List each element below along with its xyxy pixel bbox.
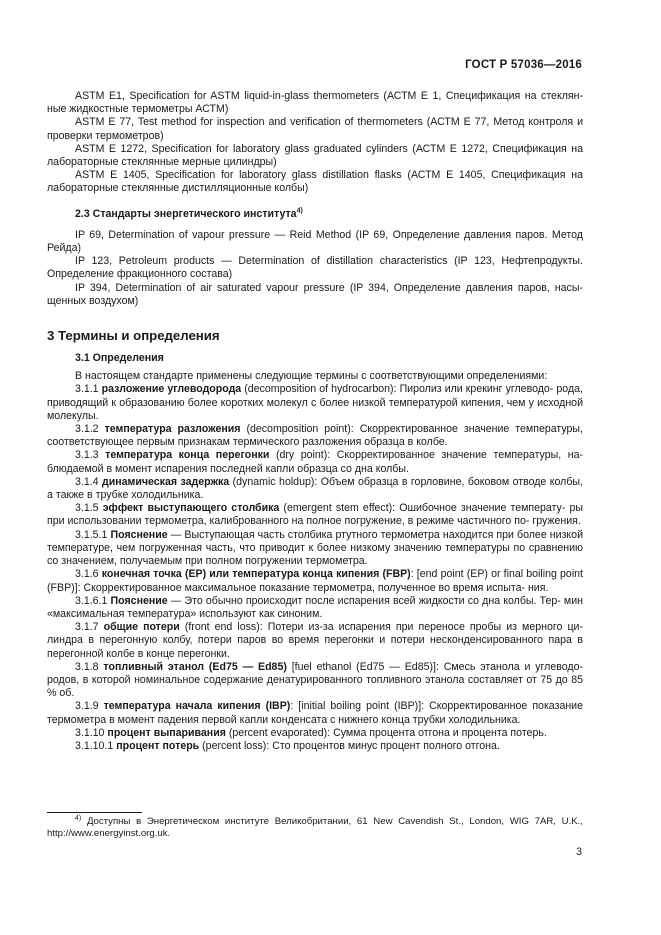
section-heading-text: 2.3 Стандарты энергетического института xyxy=(75,207,297,220)
terms-list xyxy=(47,383,583,753)
term-name: эффект выступающего столбика xyxy=(102,502,280,515)
reference-item: ASTM E1, Specification for ASTM liquid-in-glass thermometers (АСТМ Е 1, Спецификация на стеклян- ные жидкостные термометры АСТМ) xyxy=(47,90,583,116)
footnote-marker: 4) xyxy=(296,207,303,215)
term-number: 3.1.5.1 xyxy=(75,528,108,541)
term-name: конечная точка (EP) или температура конца кипения (FBP) xyxy=(101,568,411,581)
term-text: — Выступающая часть столбика ртутного термометра находится при более низкой температуре, чем погруженная часть, что приводит к более низкому значению температуры по сравнению со значением, получаемым при полном погружении термометра. xyxy=(47,528,583,568)
term-text: : [initial boiling point (IBP)]: Скорректированное показание термометра в момент падения первой капли конденсата с нижнего конца трубки холодильника. xyxy=(47,700,583,726)
intro-paragraph: В настоящем стандарте применены следующие термины с соответствующими определениями: xyxy=(75,370,548,383)
term-number: 3.1.2 xyxy=(75,423,99,436)
section-heading xyxy=(75,208,583,221)
term-text: [fuel ethanol (Ed75 — Ed85)]: Смесь этанола и углеводо- родов, в которой номинальное содержание денатурированного топливного этанола составляет от 75 до 85 % об. xyxy=(47,660,583,700)
term-definition xyxy=(47,621,583,661)
term-text: (dry point): Скорректированное значение температуры, на- блюдаемой в момент испарения последней капли образца со дна колбы. xyxy=(47,449,584,475)
term-definition xyxy=(47,529,583,569)
term-number: 3.1.10 xyxy=(75,726,105,739)
term-name: топливный этанол (Ed75 — Ed85) xyxy=(103,660,287,673)
term-name: температура начала кипения (IBP) xyxy=(103,700,291,713)
term-name: Пояснение xyxy=(110,528,168,541)
page-content xyxy=(47,90,583,753)
reference-item: IP 69, Determination of vapour pressure — Reid Method (IP 69, Определение давления паров. Метод Рейда) xyxy=(47,228,583,255)
reference-item: ASTM E 77, Test method for inspection and verification of thermometers (АСТМ Е 77, Метод контроля и проверки термометров) xyxy=(47,116,583,142)
term-definition xyxy=(47,449,583,475)
reference-item: IP 123, Petroleum products — Determination of distillation characteristics (IP 123, Нефтепродукты. Определение фракционного состава) xyxy=(47,255,583,281)
subsection-heading: 3.1 Определения xyxy=(75,352,164,365)
term-definition xyxy=(47,502,583,528)
term-name: динамическая задержка xyxy=(102,475,230,488)
term-definition xyxy=(47,740,583,753)
term-text: (percent loss): Сто процентов минус процент полного отгона. xyxy=(199,739,500,752)
term-definition xyxy=(47,661,583,701)
term-definition xyxy=(47,476,583,502)
reference-item: ASTM E 1272, Specification for laboratory glass graduated cylinders (АСТМ Е 1272, Спецификация на лабораторные стеклянные мерные цилиндры) xyxy=(47,142,583,169)
footnote-text: Доступны в Энергетическом институте Великобритании, 61 New Cavendish St., London, WIG 7AR, U.K., http://www.energyinst.org.uk. xyxy=(47,816,583,839)
term-number: 3.1.3 xyxy=(75,449,99,462)
term-name: Пояснение xyxy=(110,594,168,607)
term-name: процент потерь xyxy=(116,739,200,752)
term-name: температура конца перегонки xyxy=(105,449,270,462)
page-number: 3 xyxy=(576,846,582,858)
term-text: (dynamic holdup): Объем образца в горловине, боковом отводе колбы, а также в трубке холодильника. xyxy=(47,475,583,502)
reference-item: ASTM E 1405, Specification for laboratory glass distillation flasks (АСТМ Е 1405, Спецификация на лабораторные стеклянные дистилляционные колбы) xyxy=(47,169,583,195)
term-name: общие потери xyxy=(103,621,180,634)
term-number: 3.1.6 xyxy=(75,568,99,581)
term-definition xyxy=(47,383,583,423)
term-number: 3.1.7 xyxy=(75,621,99,634)
term-text: (front end loss): Потери из-за испарения при переносе пробы из мерного ци- линдра в перегонную колбу, потери паров во время перегонки и потери несконденсированного пара в перегонной колбе в конце перегонки. xyxy=(47,621,583,660)
term-number: 3.1.8 xyxy=(75,660,99,673)
term-text: : [end point (EP) or final boiling point (FBP)]: Скорректированное максимальное показание термометра, полученное во время испыта- ния. xyxy=(47,568,584,594)
term-text: (percent evaporated): Сумма процента отгона и процента потерь. xyxy=(225,726,547,739)
term-definition xyxy=(47,423,583,449)
term-text: (decomposition point): Скорректированное значение температуры, соответствующее первым признакам термического разложения образца в колбе. xyxy=(47,423,583,449)
reference-item: IP 394, Determination of air saturated vapour pressure (IP 394, Определение давления паров, насы- щенных воздухом) xyxy=(47,281,583,307)
term-name: процент выпаривания xyxy=(107,726,226,739)
term-text: (decomposition of hydrocarbon): Пиролиз или крекинг углеводо- рода, приводящий к образованию более коротких молекул с более низкой температурой кипения, чем у исходной молекулы. xyxy=(47,383,583,422)
term-name: разложение углеводорода xyxy=(101,383,242,396)
footnote-divider xyxy=(47,812,142,813)
term-text: (emergent stem effect): Ошибочное значение температу- ры при использовании термометра, калиброванного на полное погружение, в режиме частичного по- гружения. xyxy=(47,502,583,528)
term-number: 3.1.6.1 xyxy=(75,594,108,607)
chapter-heading: 3 Термины и определения xyxy=(47,328,220,344)
term-number: 3.1.4 xyxy=(75,475,99,488)
term-definition xyxy=(47,700,583,726)
term-name: температура разложения xyxy=(104,423,241,436)
standard-header: ГОСТ Р 57036—2016 xyxy=(465,59,582,71)
term-definition xyxy=(47,595,583,621)
term-definition xyxy=(47,727,583,740)
footnote-marker: 4) xyxy=(75,814,82,822)
term-number: 3.1.5 xyxy=(75,502,99,515)
term-definition xyxy=(47,568,583,594)
footnote xyxy=(47,816,583,840)
term-number: 3.1.10.1 xyxy=(75,739,114,752)
term-number: 3.1.9 xyxy=(75,700,99,713)
term-text: — Это обычно происходит после испарения всей жидкости со дна колбы. Тер- мин «максимальная температура» используют как синоним. xyxy=(47,594,583,620)
term-number: 3.1.1 xyxy=(75,383,99,396)
